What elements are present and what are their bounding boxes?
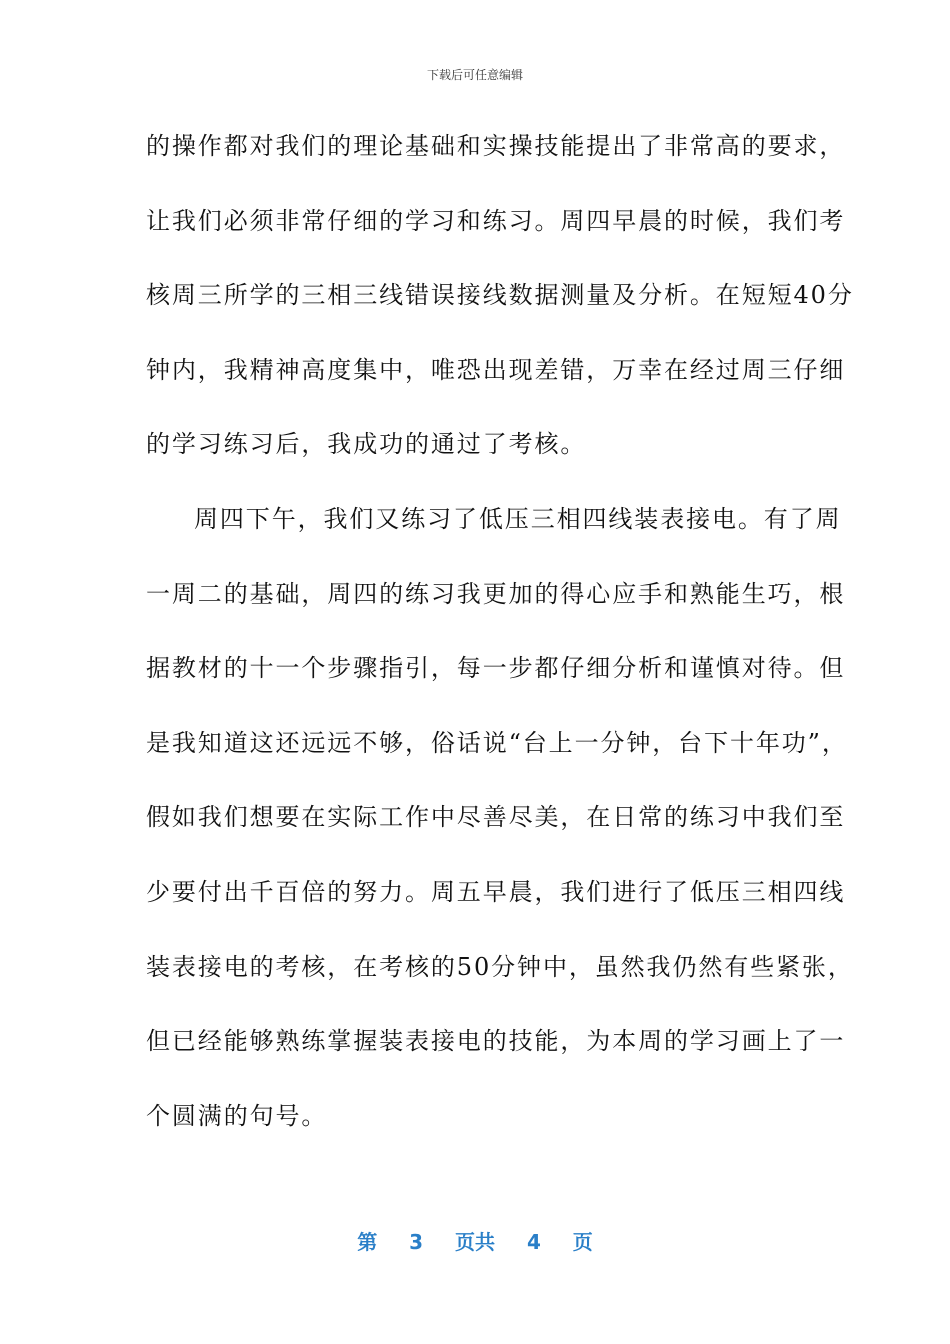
text-line: 据教材的十一个步骤指引，每一步都仔细分析和谨慎对待。但 [146,654,846,683]
page-label-middle: 页共 [455,1230,495,1254]
page-header: 下载后可任意编辑 [426,68,523,82]
text-line: 让我们必须非常仔细的学习和练习。周四早晨的时候，我们考 [146,206,846,235]
document-body [146,118,854,1162]
current-page-number: 3 [409,1230,424,1254]
page-number-footer [0,1226,950,1255]
text-line: 核周三所学的三相三线错误接线数据测量及分析。在短短40分 [146,281,854,310]
total-pages-number: 4 [526,1230,541,1254]
text-line: 假如我们想要在实际工作中尽善尽美，在日常的练习中我们至 [146,803,846,832]
text-line: 少要付出千百倍的努力。周五早晨，我们进行了低压三相四线 [146,877,846,906]
text-line-paragraph-start: 周四下午，我们又练习了低压三相四线装表接电。有了周 [194,504,842,533]
page-label-suffix: 页 [572,1230,593,1254]
text-line: 的操作都对我们的理论基础和实操技能提出了非常高的要求， [146,132,846,160]
text-line: 是我知道这还远远不够，俗话说“台上一分钟，台下十年功”， [146,728,848,757]
text-line: 装表接电的考核，在考核的50分钟中，虽然我仍然有些紧张， [146,952,854,981]
text-line: 钟内，我精神高度集中，唯恐出现差错，万幸在经过周三仔细 [146,355,846,384]
text-line: 但已经能够熟练掌握装表接电的技能，为本周的学习画上了一 [146,1027,846,1056]
page-label-prefix: 第 [357,1230,378,1254]
text-line: 一周二的基础，周四的练习我更加的得心应手和熟能生巧，根 [146,579,846,608]
text-line: 的学习练习后，我成功的通过了考核。 [146,430,587,459]
text-line: 个圆满的句号。 [146,1101,328,1130]
